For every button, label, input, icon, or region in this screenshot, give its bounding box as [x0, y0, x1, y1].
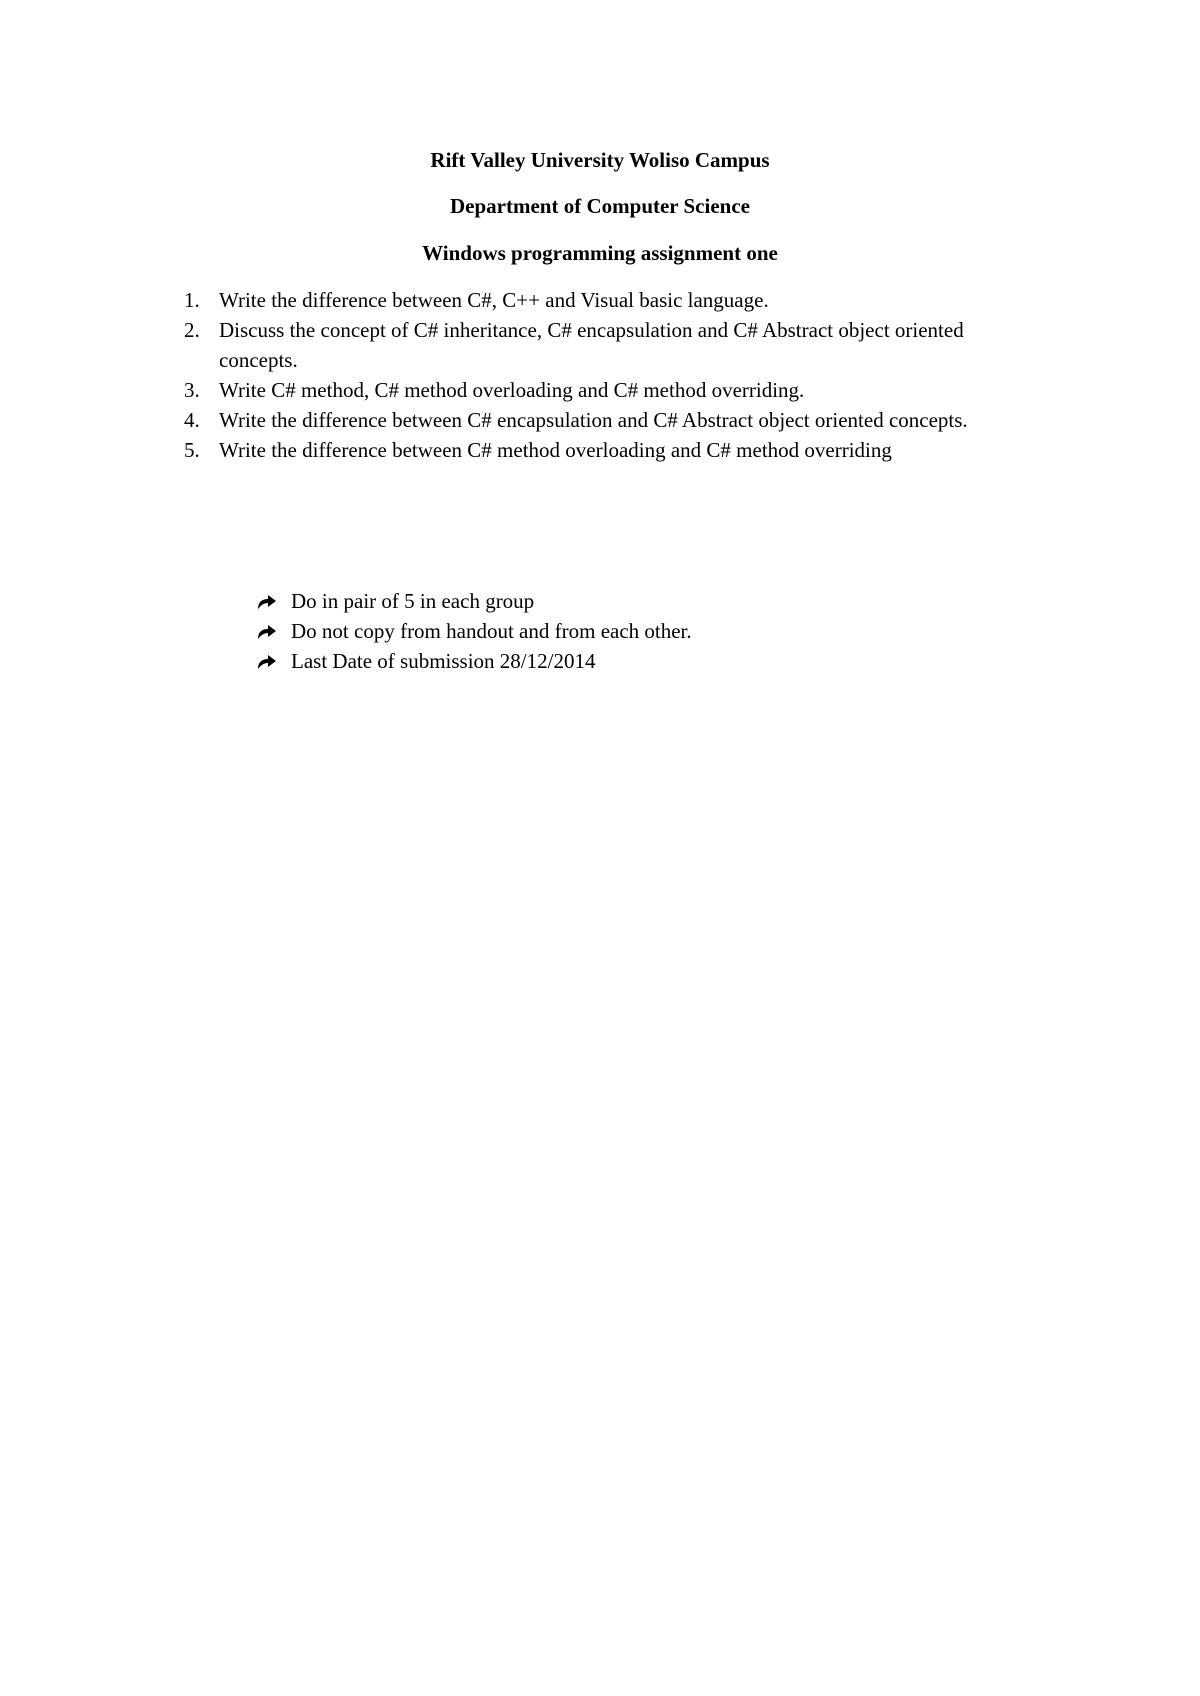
curved-arrow-icon — [255, 593, 277, 611]
question-item — [178, 315, 1028, 375]
question-number: 5. — [184, 438, 200, 462]
university-title: Rift Valley University Woliso Campus — [430, 148, 770, 172]
question-item — [178, 435, 1028, 465]
question-text: Write the difference between C# method overloading and C# method overriding — [219, 438, 892, 462]
instruction-text: Do in pair of 5 in each group — [291, 589, 535, 613]
question-number: 3. — [184, 378, 200, 402]
question-item — [178, 285, 1028, 315]
assignment-title: Windows programming assignment one — [422, 241, 778, 265]
question-number: 4. — [184, 408, 200, 432]
instruction-text: Do not copy from handout and from each other. — [291, 619, 692, 643]
curved-arrow-icon — [255, 653, 277, 671]
question-text: Write the difference between C#, C++ and Visual basic language. — [219, 288, 769, 312]
question-item — [178, 405, 1028, 435]
question-item — [178, 375, 1028, 405]
department-title: Department of Computer Science — [450, 194, 750, 218]
question-text: Discuss the concept of C# inheritance, C# encapsulation and C# Abstract object oriented concepts. — [219, 318, 964, 372]
question-text: Write C# method, C# method overloading and C# method overriding. — [219, 378, 805, 402]
instruction-item — [255, 616, 955, 646]
curved-arrow-icon — [255, 623, 277, 641]
question-number: 2. — [184, 318, 200, 342]
instruction-list — [255, 586, 955, 676]
question-text: Write the difference between C# encapsulation and C# Abstract object oriented concepts. — [219, 408, 968, 432]
instruction-item — [255, 586, 955, 616]
instruction-text: Last Date of submission 28/12/2014 — [291, 649, 596, 673]
question-list — [178, 285, 1028, 465]
instruction-item — [255, 646, 955, 676]
question-number: 1. — [184, 288, 200, 312]
